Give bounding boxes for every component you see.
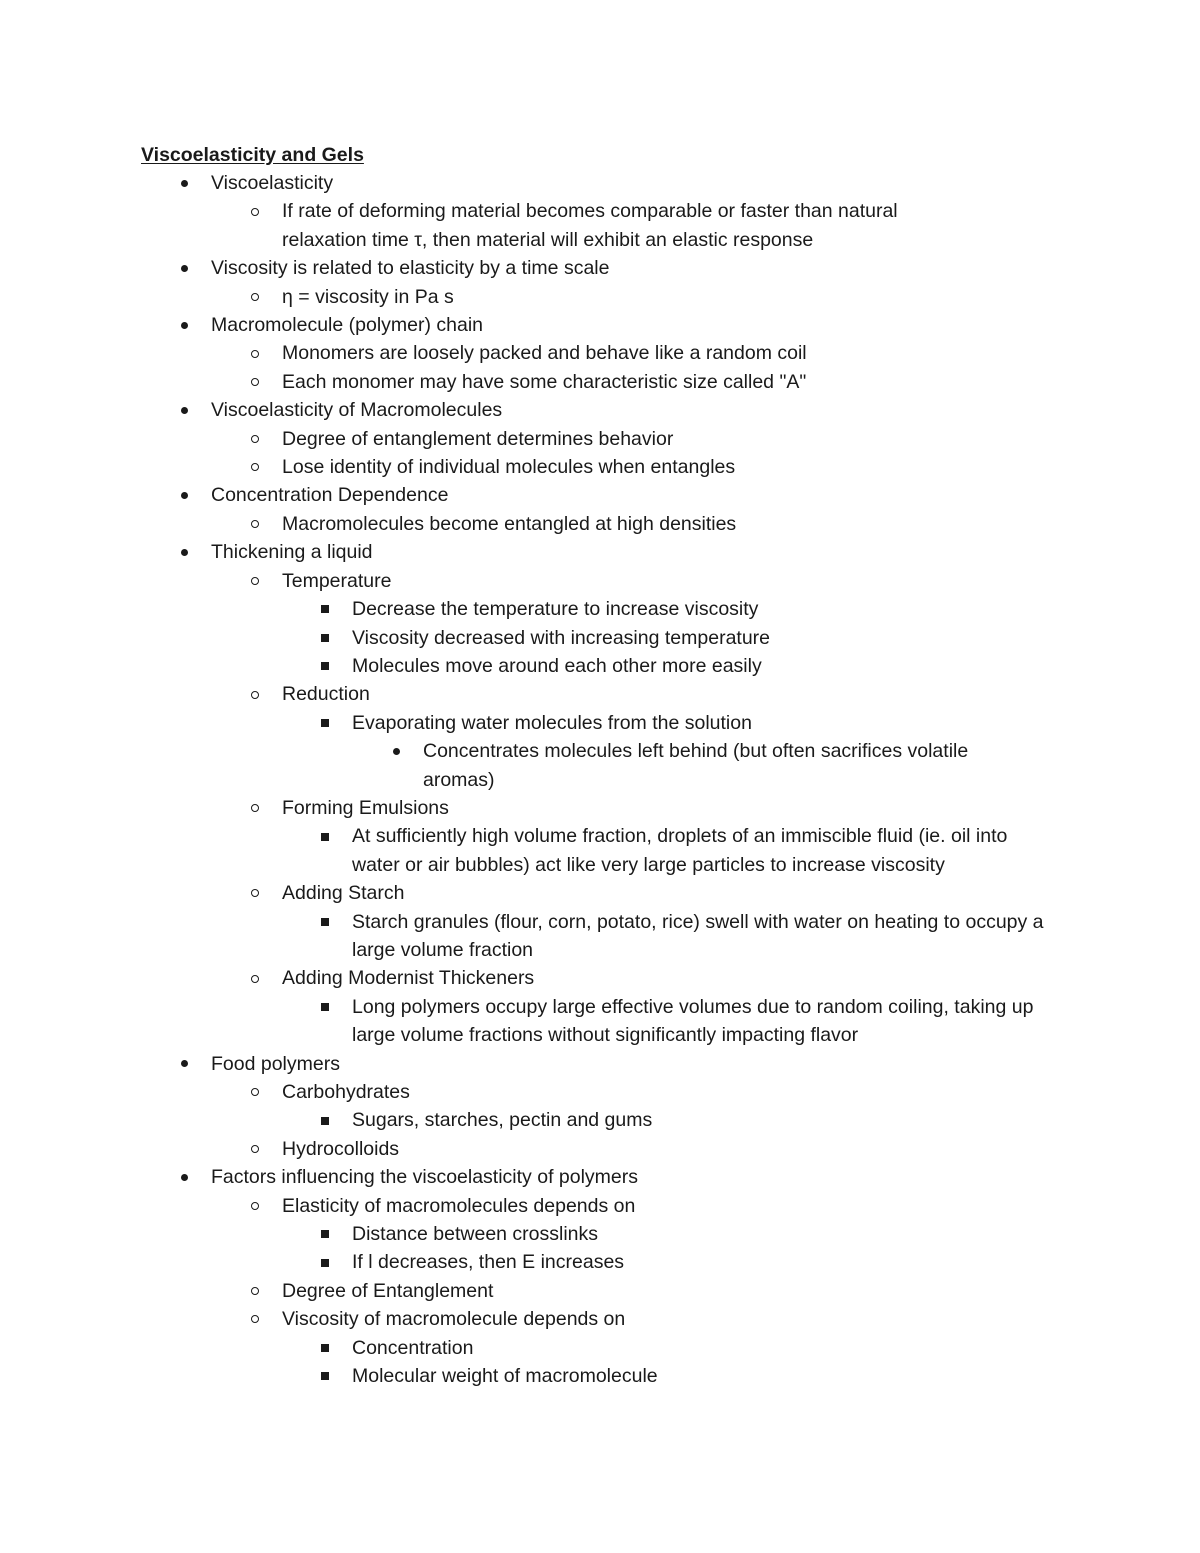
list-item (0, 624, 1200, 652)
bullet-dot-icon (177, 169, 191, 197)
bullet-dot-icon (177, 538, 191, 566)
list-item-text: Degree of entanglement determines behavior (282, 427, 674, 450)
list-item-text: Adding Starch (282, 882, 405, 905)
list-item (0, 1135, 1200, 1163)
bullet-square-icon (318, 1334, 332, 1362)
bullet-dot-icon (389, 737, 403, 765)
list-item (0, 1362, 1200, 1390)
list-item-text: Molecules move around each other more easily (352, 654, 762, 677)
bullet-dot-icon (177, 254, 191, 282)
bullet-circle-icon (248, 453, 262, 481)
bullet-circle-icon (248, 283, 262, 311)
list-item (0, 1277, 1200, 1305)
list-item (0, 794, 1200, 822)
bullet-square-icon (318, 709, 332, 737)
list-item-text: Macromolecule (polymer) chain (211, 314, 484, 337)
list-item-text: Lose identity of individual molecules when entangles (282, 456, 736, 479)
list-item (0, 993, 1200, 1050)
list-item (0, 680, 1200, 708)
list-item-text: Forming Emulsions (282, 796, 449, 819)
list-item (0, 908, 1200, 965)
list-item (0, 368, 1200, 396)
bullet-square-icon (318, 993, 332, 1021)
list-item-text: Sugars, starches, pectin and gums (352, 1109, 653, 1132)
list-item (0, 1106, 1200, 1134)
list-item (0, 1050, 1200, 1078)
list-item (0, 1334, 1200, 1362)
list-item (0, 425, 1200, 453)
list-item (0, 822, 1200, 879)
bullet-square-icon (318, 822, 332, 850)
bullet-square-icon (318, 908, 332, 936)
bullet-circle-icon (248, 879, 262, 907)
list-item-text: Macromolecules become entangled at high densities (282, 512, 737, 535)
list-item (0, 510, 1200, 538)
list-item-text: Viscoelasticity of Macromolecules (211, 399, 503, 422)
bullet-circle-icon (248, 1277, 262, 1305)
bullet-square-icon (318, 624, 332, 652)
list-item (0, 481, 1200, 509)
page-title: Viscoelasticity and Gels (141, 144, 364, 166)
bullet-circle-icon (248, 339, 262, 367)
bullet-dot-icon (177, 396, 191, 424)
bullet-circle-icon (248, 794, 262, 822)
list-item (0, 709, 1200, 737)
bullet-circle-icon (248, 680, 262, 708)
list-item (0, 1163, 1200, 1191)
bullet-circle-icon (248, 567, 262, 595)
list-item-text: Thickening a liquid (211, 541, 373, 564)
list-item-text: Adding Modernist Thickeners (282, 967, 535, 990)
bullet-square-icon (318, 1248, 332, 1276)
list-item-text: Hydrocolloids (282, 1137, 400, 1160)
list-item-text: Evaporating water molecules from the solution (352, 711, 752, 734)
list-item (0, 283, 1200, 311)
list-item-text: Decrease the temperature to increase viscosity (352, 598, 759, 621)
bullet-circle-icon (248, 1305, 262, 1333)
list-item-text: Each monomer may have some characteristic size called "A" (282, 370, 807, 393)
bullet-dot-icon (177, 1163, 191, 1191)
list-item-text: Viscosity is related to elasticity by a time scale (211, 257, 610, 280)
list-item-text: Reduction (282, 683, 370, 706)
list-item-text: Viscosity of macromolecule depends on (282, 1308, 626, 1331)
list-item (0, 396, 1200, 424)
list-item-text: Concentration Dependence (211, 484, 449, 507)
bullet-circle-icon (248, 368, 262, 396)
list-item-text: Starch granules (flour, corn, potato, rice) swell with water on heating to occupy a large volume fraction (352, 910, 1044, 961)
list-item-text: Elasticity of macromolecules depends on (282, 1194, 636, 1217)
list-item (0, 737, 1200, 794)
bullet-circle-icon (248, 1192, 262, 1220)
bullet-square-icon (318, 652, 332, 680)
list-item (0, 1305, 1200, 1333)
bullet-dot-icon (177, 481, 191, 509)
list-item (0, 169, 1200, 197)
list-item-text: Viscoelasticity (211, 172, 334, 194)
list-item (0, 652, 1200, 680)
list-item-text: η = viscosity in Pa s (282, 285, 454, 308)
list-item-text: Temperature (282, 569, 392, 592)
list-item (0, 453, 1200, 481)
list-item (0, 339, 1200, 367)
list-item-text: If l decreases, then E increases (352, 1251, 625, 1274)
list-item (0, 197, 1200, 254)
list-item-text: Carbohydrates (282, 1081, 410, 1103)
bullet-dot-icon (177, 311, 191, 339)
list-item-text: Degree of Entanglement (282, 1279, 494, 1302)
list-item (0, 1220, 1200, 1248)
bullet-outline (0, 169, 1200, 1390)
bullet-circle-icon (248, 510, 262, 538)
bullet-square-icon (318, 595, 332, 623)
bullet-circle-icon (248, 1078, 262, 1106)
list-item-text: Concentration (352, 1336, 474, 1359)
list-item (0, 879, 1200, 907)
bullet-circle-icon (248, 197, 262, 225)
bullet-dot-icon (177, 1050, 191, 1078)
list-item (0, 538, 1200, 566)
list-item (0, 595, 1200, 623)
bullet-circle-icon (248, 1135, 262, 1163)
list-item-text: Long polymers occupy large effective volumes due to random coiling, taking up large volume fractions without significantly impacting flavor (352, 995, 1034, 1047)
list-item-text: If rate of deforming material becomes comparable or faster than natural relaxation time τ, then material will exhibit an elastic response (282, 200, 898, 251)
list-item (0, 311, 1200, 339)
list-item (0, 1078, 1200, 1106)
list-item-text: Molecular weight of macromolecule (352, 1365, 658, 1388)
list-item (0, 567, 1200, 595)
list-item-text: Viscosity decreased with increasing temperature (352, 626, 771, 649)
list-item-text: Monomers are loosely packed and behave like a random coil (282, 342, 807, 365)
bullet-square-icon (318, 1220, 332, 1248)
bullet-square-icon (318, 1106, 332, 1134)
list-item (0, 254, 1200, 282)
list-item-text: Factors influencing the viscoelasticity of polymers (211, 1166, 639, 1189)
bullet-circle-icon (248, 425, 262, 453)
list-item-text: Concentrates molecules left behind (but often sacrifices volatile aromas) (423, 740, 969, 791)
list-item (0, 1248, 1200, 1276)
list-item-text: Food polymers (211, 1052, 340, 1075)
list-item (0, 1192, 1200, 1220)
list-item (0, 964, 1200, 992)
list-item-text: At sufficiently high volume fraction, droplets of an immiscible fluid (ie. oil into water or air bubbles) act like very large particles to increase viscosity (352, 825, 1008, 876)
bullet-circle-icon (248, 964, 262, 992)
bullet-square-icon (318, 1362, 332, 1390)
list-item-text: Distance between crosslinks (352, 1223, 599, 1246)
